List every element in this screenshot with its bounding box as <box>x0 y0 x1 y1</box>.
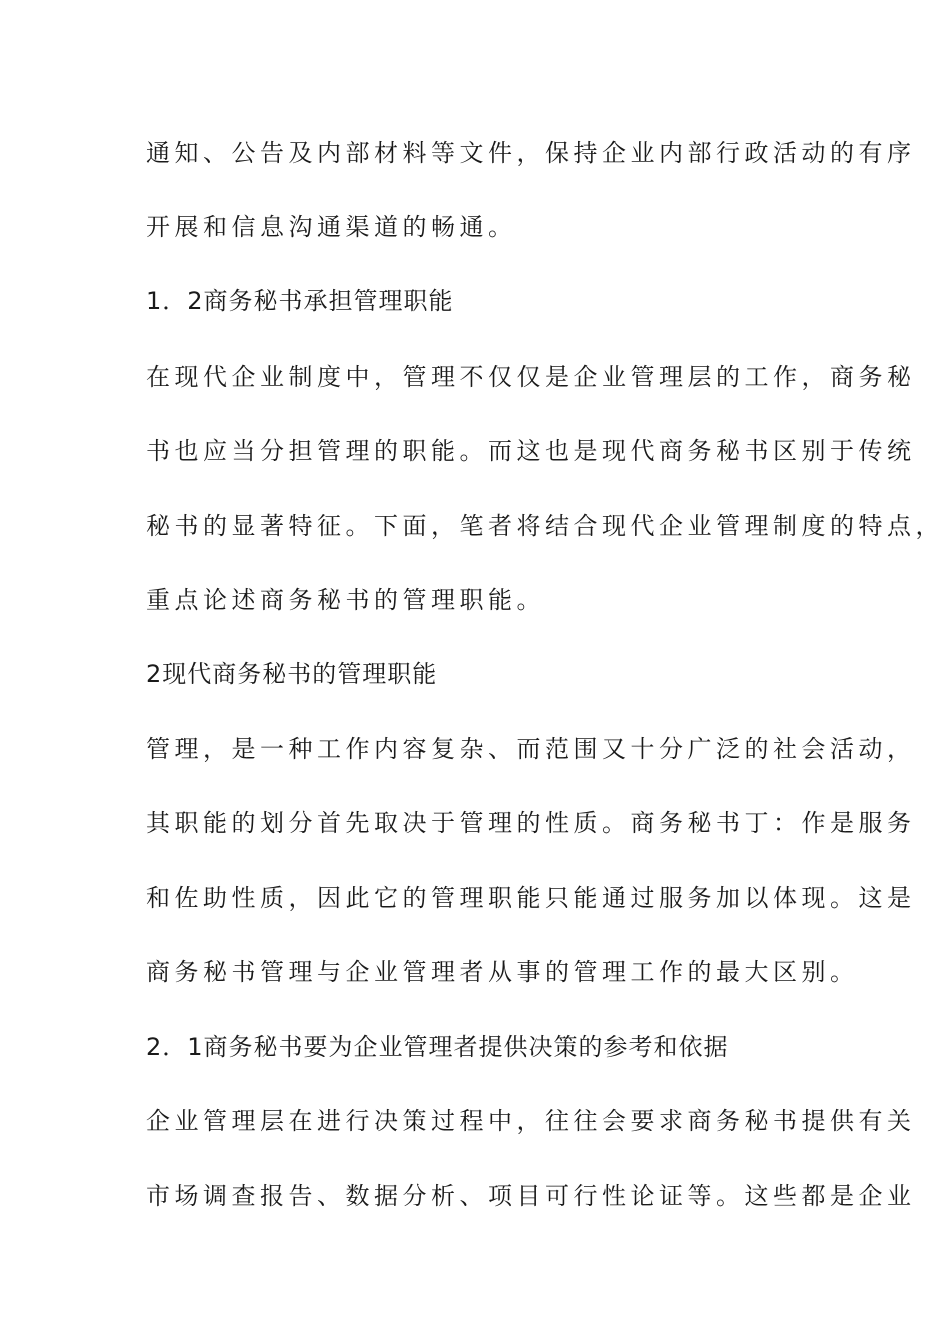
body-text-line: 企业管理层在进行决策过程中，往往会要求商务秘书提供有关 <box>146 1107 916 1135</box>
body-text-line: 通知、公告及内部材料等文件，保持企业内部行政活动的有序 <box>146 139 916 167</box>
body-text-line: 和佐助性质，因此它的管理职能只能通过服务加以体现。这是 <box>146 884 916 912</box>
section-heading: 2现代商务秘书的管理职能 <box>146 660 438 688</box>
section-heading: 1．2商务秘书承担管理职能 <box>146 287 454 315</box>
section-heading: 2．1商务秘书要为企业管理者提供决策的参考和依据 <box>146 1033 729 1061</box>
body-text-line: 市场调查报告、数据分析、项目可行性论证等。这些都是企业 <box>146 1182 916 1210</box>
body-text-line: 重点论述商务秘书的管理职能。 <box>146 586 545 614</box>
body-text-line: 其职能的划分首先取决于管理的性质。商务秘书丁：作是服务 <box>146 809 916 837</box>
body-text-line: 书也应当分担管理的职能。而这也是现代商务秘书区别于传统 <box>146 437 916 465</box>
body-text-line: 在现代企业制度中，管理不仅仅是企业管理层的工作，商务秘 <box>146 363 916 391</box>
body-text-line: 秘书的显著特征。下面，笔者将结合现代企业管理制度的特点， <box>146 512 944 540</box>
body-text-line: 管理，是一种工作内容复杂、而范围又十分广泛的社会活动， <box>146 735 916 763</box>
body-text-line: 开展和信息沟通渠道的畅通。 <box>146 213 517 241</box>
body-text-line: 商务秘书管理与企业管理者从事的管理工作的最大区别。 <box>146 958 859 986</box>
